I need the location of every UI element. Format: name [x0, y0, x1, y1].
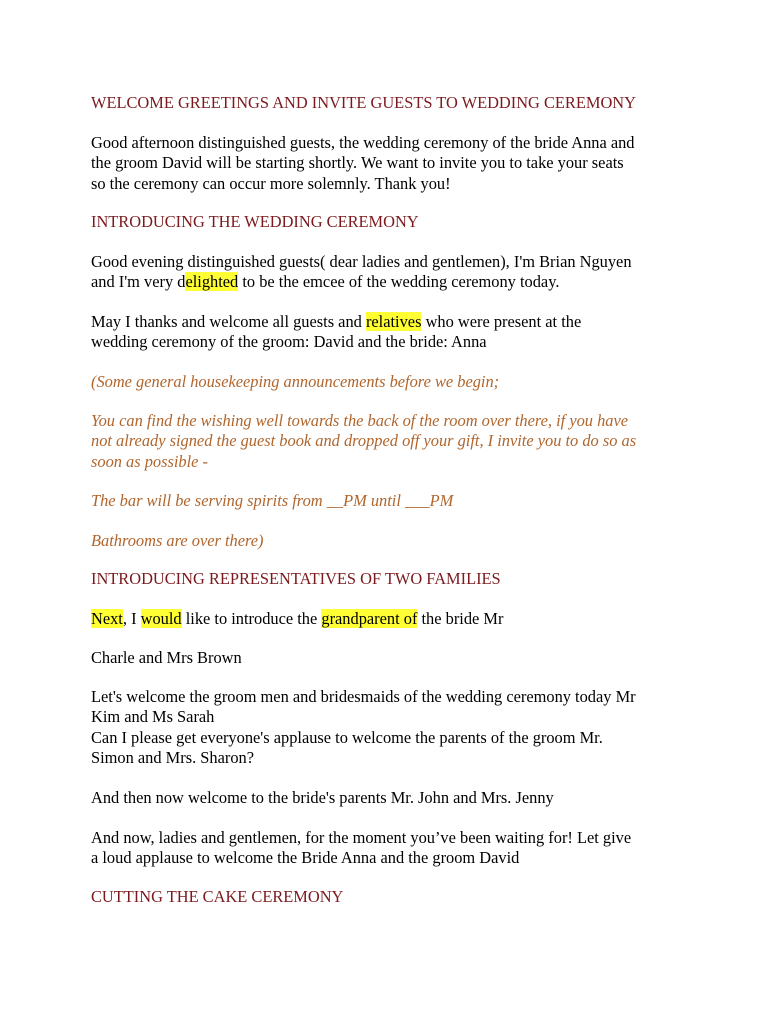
thanks-line-2: wedding ceremony of the groom: David and the bride: Anna	[91, 332, 487, 351]
note-wishing-well-1: You can find the wishing well towards the back of the room over there, if you have	[91, 411, 629, 430]
highlight-would: would	[140, 609, 182, 628]
heading-welcome: WELCOME GREETINGS AND INVITE GUESTS TO WEDDING CEREMONY	[91, 93, 636, 112]
reps-line-1-text-b: like to introduce the	[181, 609, 322, 628]
note-bathrooms: Bathrooms are over there)	[91, 531, 264, 550]
reps-line-1-text-c: the bride Mr	[417, 609, 504, 628]
reps-line-1-text-a: , I	[122, 609, 141, 628]
note-wishing-well-3: soon as possible -	[91, 452, 209, 471]
reps-line-2: Charle and Mrs Brown	[91, 648, 242, 667]
heading-representatives: INTRODUCING REPRESENTATIVES OF TWO FAMILIES	[91, 569, 501, 588]
highlight-delighted: elighted	[185, 272, 239, 291]
reps-line-5: Can I please get everyone's applause to welcome the parents of the groom Mr.	[91, 728, 603, 747]
reps-line-9: a loud applause to welcome the Bride Anna and the groom David	[91, 848, 520, 867]
intro-line-2-text-a: and I'm very d	[91, 272, 186, 291]
heading-cake: CUTTING THE CAKE CEREMONY	[91, 887, 344, 906]
thanks-line-1	[91, 312, 581, 332]
highlight-relatives: relatives	[365, 312, 422, 331]
highlight-grandparent: grandparent of	[321, 609, 418, 628]
note-wishing-well-2: not already signed the guest book and dropped off your gift, I invite you to do so as	[91, 431, 637, 450]
intro-line-1: Good evening distinguished guests( dear ladies and gentlemen), I'm Brian Nguyen	[91, 252, 632, 271]
welcome-line-2: the groom David will be starting shortly. We want to invite you to take your seats	[91, 153, 624, 172]
welcome-line-3: so the ceremony can occur more solemnly. Thank you!	[91, 174, 451, 193]
reps-line-3: Let's welcome the groom men and bridesmaids of the wedding ceremony today Mr	[91, 687, 636, 706]
thanks-line-1-text-b: who were present at the	[421, 312, 582, 331]
reps-line-8: And now, ladies and gentlemen, for the moment you’ve been waiting for! Let give	[91, 828, 632, 847]
reps-line-4: Kim and Ms Sarah	[91, 707, 215, 726]
highlight-next: Next	[91, 609, 123, 628]
welcome-line-1: Good afternoon distinguished guests, the wedding ceremony of the bride Anna and	[91, 133, 635, 152]
note-bar: The bar will be serving spirits from __PM until ___PM	[91, 491, 454, 510]
reps-line-7: And then now welcome to the bride's parents Mr. John and Mrs. Jenny	[91, 788, 554, 807]
intro-line-2	[91, 272, 559, 292]
intro-line-2-text-b: to be the emcee of the wedding ceremony today.	[238, 272, 560, 291]
reps-line-6: Simon and Mrs. Sharon?	[91, 748, 254, 767]
reps-line-1	[91, 609, 503, 629]
note-housekeeping: (Some general housekeeping announcements before we begin;	[91, 372, 500, 391]
heading-introducing-ceremony: INTRODUCING THE WEDDING CEREMONY	[91, 212, 419, 231]
thanks-line-1-text-a: May I thanks and welcome all guests and	[91, 312, 366, 331]
